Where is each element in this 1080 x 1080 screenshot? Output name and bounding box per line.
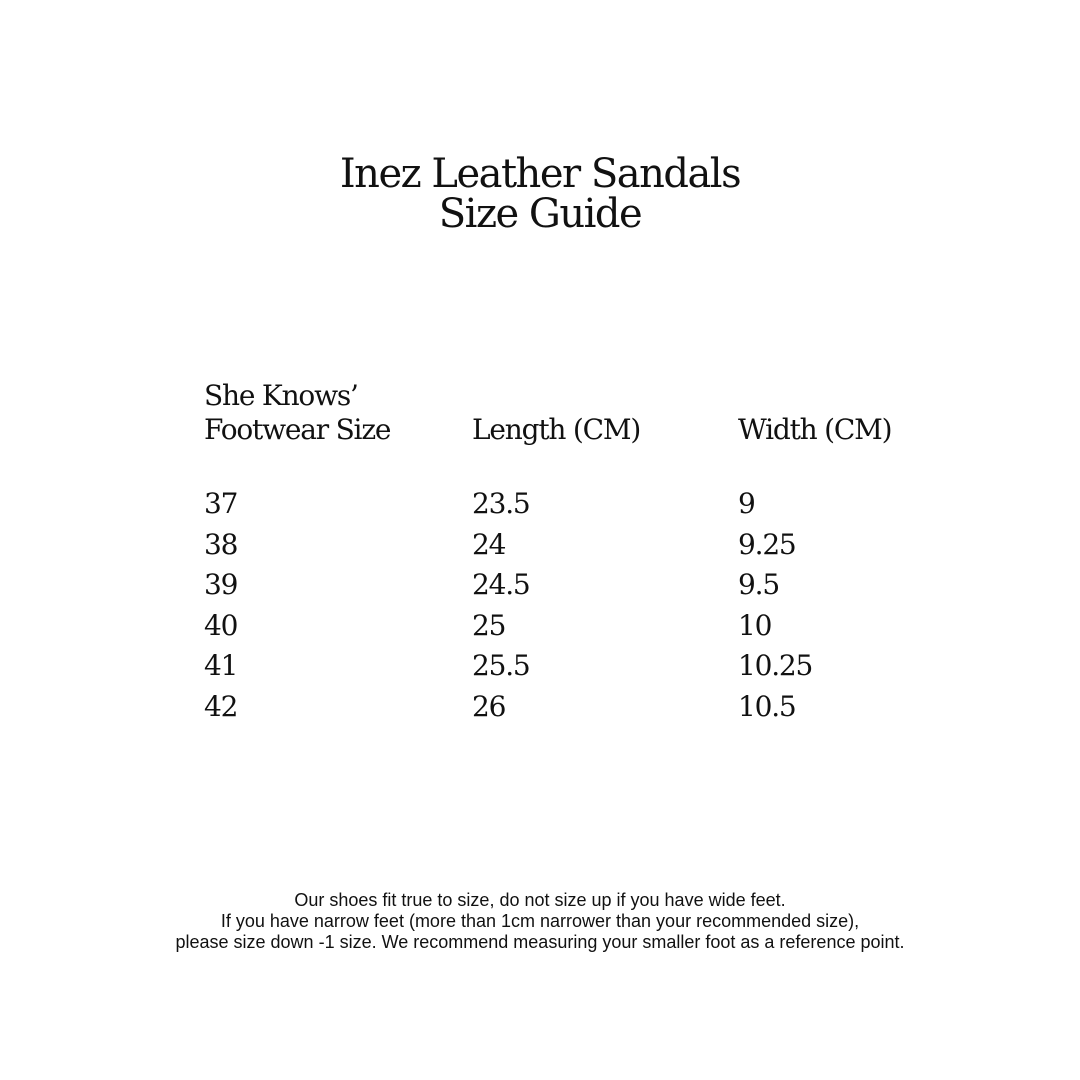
table-cell-length: 25 (472, 609, 506, 642)
table-cell-size: 40 (204, 609, 238, 642)
table-cell-size: 38 (204, 528, 238, 561)
table-cell-size: 37 (204, 487, 238, 520)
header-size-line1: She Knows’ (204, 379, 358, 412)
table-cell-width: 9.5 (738, 568, 779, 601)
table-cell-width: 10.5 (738, 690, 796, 723)
table-cell-width: 9.25 (738, 528, 796, 561)
header-size-line2: Footwear Size (204, 413, 391, 446)
table-cell-width: 9 (738, 487, 755, 520)
fit-note-line: Our shoes fit true to size, do not size up if you have wide feet. (294, 890, 786, 910)
table-cell-size: 42 (204, 690, 238, 723)
fit-note (0, 890, 1080, 953)
table-cell-length: 24 (472, 528, 506, 561)
table-cell-size: 39 (204, 568, 238, 601)
table-cell-length: 23.5 (472, 487, 530, 520)
table-cell-length: 25.5 (472, 649, 530, 682)
fit-note-line: If you have narrow feet (more than 1cm narrower than your recommended size), (220, 911, 860, 931)
page-title: Inez Leather Sandals (339, 151, 741, 197)
header-length: Length (CM) (472, 413, 641, 446)
table-cell-length: 24.5 (472, 568, 530, 601)
fit-note-line: please size down -1 size. We recommend measuring your smaller foot as a reference point. (175, 932, 905, 952)
table-cell-length: 26 (472, 690, 506, 723)
table-cell-width: 10.25 (738, 649, 813, 682)
page-subtitle: Size Guide (438, 191, 642, 237)
table-cell-size: 41 (204, 649, 238, 682)
table-cell-width: 10 (738, 609, 772, 642)
header-width: Width (CM) (738, 413, 892, 446)
